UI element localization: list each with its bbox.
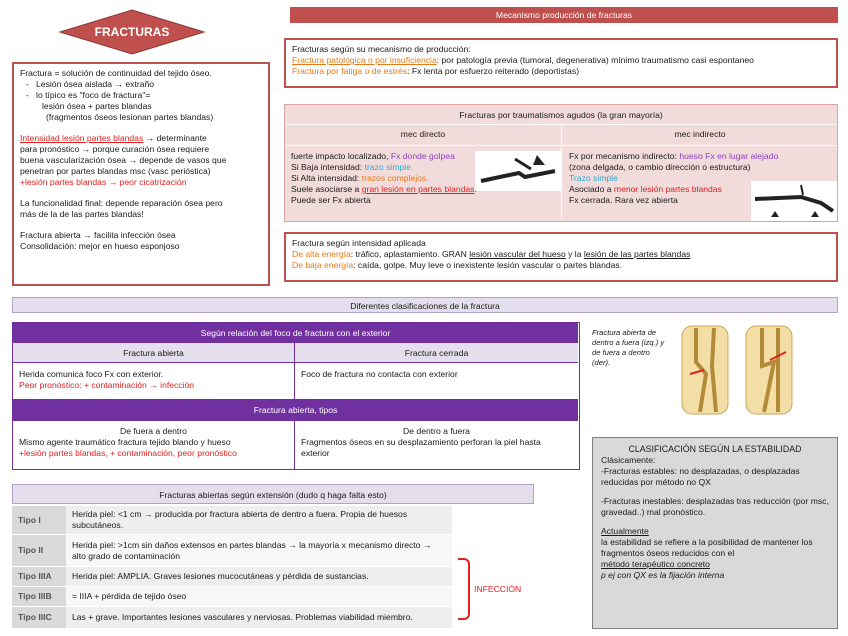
stability-unstable: -Fracturas inestables: desplazadas tras reducción (por msc, gravedad..) mal pronóstico. — [601, 496, 829, 518]
stability-current-text: la estabilidad se refiere a la posibilidad de mantener los fragmentos óseos reducidos con el — [601, 537, 813, 559]
open-fracture-header: Fractura abierta — [13, 343, 295, 363]
classifications-header: Diferentes clasificaciones de la fractura — [12, 297, 838, 313]
soft-tissue-line-2: para pronóstico → porque curación ósea requiere — [20, 144, 210, 154]
table-row — [12, 607, 452, 629]
closed-fracture-header: Fractura cerrada — [295, 343, 578, 363]
foot-bone-icon — [751, 181, 837, 221]
table-row — [12, 535, 452, 567]
stability-example: p ej con QX es la fijación interna — [601, 570, 725, 581]
bullet-2: - lo típico es "foco de fractura"= — [26, 90, 151, 100]
mechanism-intro: Fracturas según su mecanismo de producción: — [292, 44, 471, 54]
stability-classic: Clásicamente: — [601, 455, 656, 466]
description-cell: Herida piel: >1cm sin daños extensos en partes blandas → la mayoría x mecanismo directo → alto grado de contaminación — [66, 535, 452, 566]
stability-box — [592, 437, 838, 629]
stability-stable: -Fracturas estables: no desplazadas, o desplazadas reducidas por método no QX — [601, 466, 800, 488]
page-title: FRACTURAS — [94, 25, 170, 39]
table-row — [12, 506, 452, 535]
trauma-box — [284, 104, 838, 222]
exterior-header: Según relación del foco de fractura con el exterior — [13, 323, 578, 343]
outside-in-cell: De fuera a dentro Mismo agente traumático fractura tejido blando y hueso +lesión partes blandas, + contaminación, peor pronóstico — [13, 421, 295, 469]
mechanism-header: Mecanismo producción de fracturas — [290, 7, 838, 23]
stability-method: método terapéutico concreto — [601, 559, 710, 570]
exterior-table — [12, 322, 580, 470]
tipo-cell: Tipo II — [12, 535, 66, 566]
extension-table — [12, 484, 534, 628]
description-cell: Herida piel: AMPLIA. Graves lesiones mucocutáneas y pérdida de sustancias. — [66, 567, 452, 586]
bullet-2-line-3: (fragmentos óseos lesionan partes blandas) — [46, 112, 214, 122]
soft-tissue-line-4: penetran por partes blandas msc (vasc perióstica) — [20, 166, 211, 176]
description-cell: = IIIA + pérdida de tejido óseo — [66, 587, 452, 606]
leg-bone-icon — [475, 151, 561, 191]
stability-current: Actualmente — [601, 526, 649, 537]
definition-box — [12, 62, 270, 286]
description-cell: Herida piel: <1 cm → producida por fractura abierta de dentro a fuera. Propia de huesos subcutáneos. — [66, 506, 452, 534]
extension-rows — [12, 506, 452, 629]
fatigue-fracture: Fractura por fatiga o de estrés: Fx lenta por esfuerzo reiterado (deportistas) — [292, 66, 580, 76]
infection-label: INFECCIÓN — [474, 584, 522, 594]
stability-title: CLASIFICACIÓN SEGÚN LA ESTABILIDAD — [628, 444, 802, 454]
pathological-fracture: Fractura patológica o por insuficiencia: por patología previa (tumoral, degenerativa) mínimo traumatismo casi espontaneo — [292, 55, 754, 65]
open-fracture-illustration-left — [676, 322, 734, 418]
table-row — [12, 587, 452, 607]
bullet-2-line-2: lesión ósea + partes blandas — [42, 101, 152, 111]
inside-out-cell: De dentro a fuera Fragmentos óseos en su desplazamiento perforan la piel hasta exterior — [301, 426, 541, 458]
open-fracture-illustration-right — [740, 322, 798, 418]
definition-text: Fractura = solución de continuidad del tejido óseo. — [20, 68, 212, 78]
open-types-header: Fractura abierta, tipos — [13, 399, 578, 421]
mechanism-box — [284, 38, 838, 88]
infection-bracket — [458, 558, 470, 620]
bone-fracture-icon-2 — [740, 322, 798, 418]
description-cell: Las + grave. Importantes lesiones vasculares y nerviosas. Problemas viabilidad miembro. — [66, 607, 452, 628]
indirect-mechanism-illustration — [751, 181, 837, 221]
tipo-cell: Tipo IIIB — [12, 587, 66, 606]
consolidation-note: Consolidación: mejor en hueso esponjoso — [20, 241, 180, 251]
functionality-line-1: La funcionalidad final: depende reparación ósea pero — [20, 198, 223, 208]
low-energy-line: De baja energía: caída, golpe. Muy leve o inexistente lesión vascular o partes blandas. — [292, 260, 623, 270]
extension-header: Fracturas abiertas según extensión (dudo q haga falta esto) — [12, 484, 534, 504]
bone-fracture-icon — [676, 322, 734, 418]
direct-mechanism-text: fuerte impacto localizado, Fx donde golpea Si Baja intensidad: trazo simple. Si Alta intensidad: trazos complejos. Suele asociarse a gran lesión en partes blandas Puede ser Fx abierta — [291, 151, 475, 205]
indirect-mechanism-header: mec indirecto — [674, 129, 726, 139]
open-fracture-note: Fractura abierta → facilita infección ósea — [20, 230, 176, 240]
soft-tissue-line-3: buena vascularización ósea → depende de vasos que — [20, 155, 227, 165]
table-row — [12, 567, 452, 587]
soft-tissue-paragraph: Intensidad lesión partes blandas → determinante — [20, 133, 207, 143]
trauma-header: Fracturas por traumatismos agudos (la gran mayoría) — [285, 105, 837, 125]
figure-caption: Fractura abierta de dentro a fuera (izq.) y de fuera a dentro (der). — [592, 328, 665, 367]
tipo-cell: Tipo IIIC — [12, 607, 66, 628]
indirect-mechanism-text: Fx por mecanismo indirecto: hueso Fx en lugar alejado (zona delgada, o cambio dirección o estructura) Trazo simple Asociado a menor lesión partes blandas Fx cerrada. Rara vez abierta — [569, 151, 779, 205]
soft-tissue-line-5: +lesión partes blandas → peor cicatrización — [20, 177, 187, 187]
closed-fracture-cell: Foco de fractura no contacta con exterior — [301, 369, 458, 379]
bullet-1: - Lesión ósea aislada → extraño — [26, 79, 155, 89]
open-fracture-cell: Herida comunica foco Fx con exterior. Peor pronóstico: + contaminación → infección — [13, 363, 295, 399]
high-energy-line: De alta energía: tráfico, aplastamiento. GRAN lesión vascular del hueso y la lesión de las partes blandas — [292, 249, 691, 259]
functionality-line-2: más de la de las partes blandas! — [20, 209, 144, 219]
direct-mechanism-header: mec directo — [400, 129, 446, 139]
direct-impact-illustration — [475, 151, 561, 191]
title-banner — [58, 8, 206, 56]
intensity-box — [284, 232, 838, 282]
tipo-cell: Tipo IIIA — [12, 567, 66, 586]
tipo-cell: Tipo I — [12, 506, 66, 534]
intensity-title: Fractura según intensidad aplicada — [292, 238, 426, 248]
